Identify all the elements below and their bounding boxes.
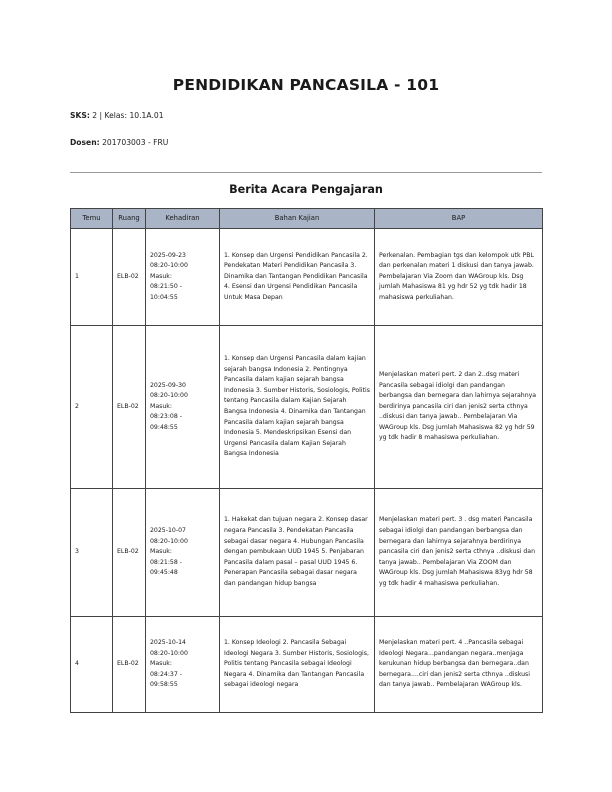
cell-bahan-kajian: 1. Konsep dan Urgensi Pendidikan Pancasila 2. Pendekatan Materi Pendidikan Pancasila 3. Dinamika dan Tantangan Pendidikan Pancasila 4. Esensi dan Urgensi Pendidikan Pancasila Untuk Masa Depan [220, 229, 375, 326]
section-title: Berita Acara Pengajaran [229, 183, 383, 196]
cell-bahan-kajian: 1. Hakekat dan tujuan negara 2. Konsep dasar negara Pancasila 3. Pendekatan Pancasila sebagai dasar negara 4. Hubungan Pancasila dengan pembukaan UUD 1945 5. Penjabaran Pancasila dalam pasal – pasal UUD 1945 6. Penerapan Pancasila sebagai dasar negara dan pandangan hidup bangsa [220, 489, 375, 617]
cell-ruang: ELB-02 [113, 617, 146, 713]
cell-temu: 3 [71, 489, 113, 617]
cell-ruang: ELB-02 [113, 326, 146, 489]
cell-bap: Menjelaskan materi pert. 3 . dsg materi Pancasila sebagai idiolgi dan pandangan berbangsa dan bernegara dan lahirnya sejarahnya berdirinya pancasila ciri dan jenis2 serta cthnya ..diskusi dan tanya jawab.. Pembelajaran Via ZOOM dan WAGroup kls. Dsg jumlah Mahasiswa 83yg hdr 58 yg tdk hadir 4 mahasiswa perkuliahan. [375, 489, 543, 617]
cell-bahan-kajian: 1. Konsep Ideologi 2. Pancasila Sebagai Ideologi Negara 3. Sumber Historis, Sosiologis, Politis tentang Pancasila sebagai Ideologi Negara 4. Dinamika dan Tantangan Pancasila sebagai ideologi negara [220, 617, 375, 713]
cell-bap: Menjelaskan materi pert. 2 dan 2..dsg materi Pancasila sebagai idiolgi dan pandangan berbangsa dan bernegara dan lahirnya sejarahnya berdirinya pancasila ciri dan jenis2 serta cthnya ..diskusi dan tanya jawab.. Pembelajaran Via WAGroup kls. Dsg jumlah Mahasiswa 82 yg hdr 59 yg tdk hadir 8 mahasiswa perkuliahan. [375, 326, 543, 489]
column-header-bap: BAP [375, 209, 543, 229]
sks-value: 2 | Kelas: 10.1A.01 [92, 111, 164, 120]
berita-acara-table [70, 208, 543, 713]
sks-label: SKS: [70, 111, 90, 120]
cell-bap: Perkenalan. Pembagian tgs dan kelompok utk PBL dan perkenalan materi 1 diskusi dan tanya jawab. Pembelajaran Via Zoom dan WAGroup kls. Dsg jumlah Mahasiswa 81 yg hdr 52 yg tdk hadir 18 mahasiswa perkuliahan. [375, 229, 543, 326]
divider [70, 172, 542, 173]
sks-kelas-line [70, 111, 164, 120]
dosen-label: Dosen: [70, 138, 100, 147]
cell-bap: Menjelaskan materi pert. 4 ..Pancasila sebagai Ideologi Negara...pandangan negara..menjaga kerukunan hidup berbangsa dan bernegara..dan bernegara....ciri dan jenis2 serta cthnya ..diskusi dan tanya jawab.. Pembelajaran WAGroup kls. [375, 617, 543, 713]
cell-kehadiran: 2025-09-23 08:20-10:00 Masuk: 08:21:50 - 10:04:55 [146, 229, 220, 326]
table-row [71, 229, 543, 326]
course-title: PENDIDIKAN PANCASILA - 101 [172, 76, 440, 94]
column-header-bahan-kajian: Bahan Kajian [220, 209, 375, 229]
cell-ruang: ELB-02 [113, 489, 146, 617]
cell-kehadiran: 2025-09-30 08:20-10:00 Masuk: 08:23:08 - 09:48:55 [146, 326, 220, 489]
cell-temu: 2 [71, 326, 113, 489]
cell-temu: 1 [71, 229, 113, 326]
dosen-line [70, 138, 168, 147]
cell-kehadiran: 2025-10-07 08:20-10:00 Masuk: 08:21:58 - 09:45:48 [146, 489, 220, 617]
column-header-ruang: Ruang [113, 209, 146, 229]
table-row [71, 489, 543, 617]
cell-kehadiran: 2025-10-14 08:20-10:00 Masuk: 08:24:37 - 09:58:55 [146, 617, 220, 713]
cell-bahan-kajian: 1. Konsep dan Urgensi Pancasila dalam kajian sejarah bangsa Indonesia 2. Pentingnya Pancasila dalam kajian sejarah bangsa Indonesia 3. Sumber Historis, Sosiologis, Politis tentang Pancasila dalam Kajian Sejarah Bangsa Indonesia 4. Dinamika dan Tantangan Pancasila dalam kajian sejarah bangsa Indonesia 5. Mendeskripsikan Esensi dan Urgensi Pancasila dalam Kajian Sejarah Bangsa Indonesia [220, 326, 375, 489]
table-row [71, 617, 543, 713]
column-header-kehadiran: Kehadiran [146, 209, 220, 229]
table-header-row [71, 209, 543, 229]
dosen-value: 201703003 - FRU [102, 138, 169, 147]
table-row [71, 326, 543, 489]
cell-ruang: ELB-02 [113, 229, 146, 326]
column-header-temu: Temu [71, 209, 113, 229]
cell-temu: 4 [71, 617, 113, 713]
